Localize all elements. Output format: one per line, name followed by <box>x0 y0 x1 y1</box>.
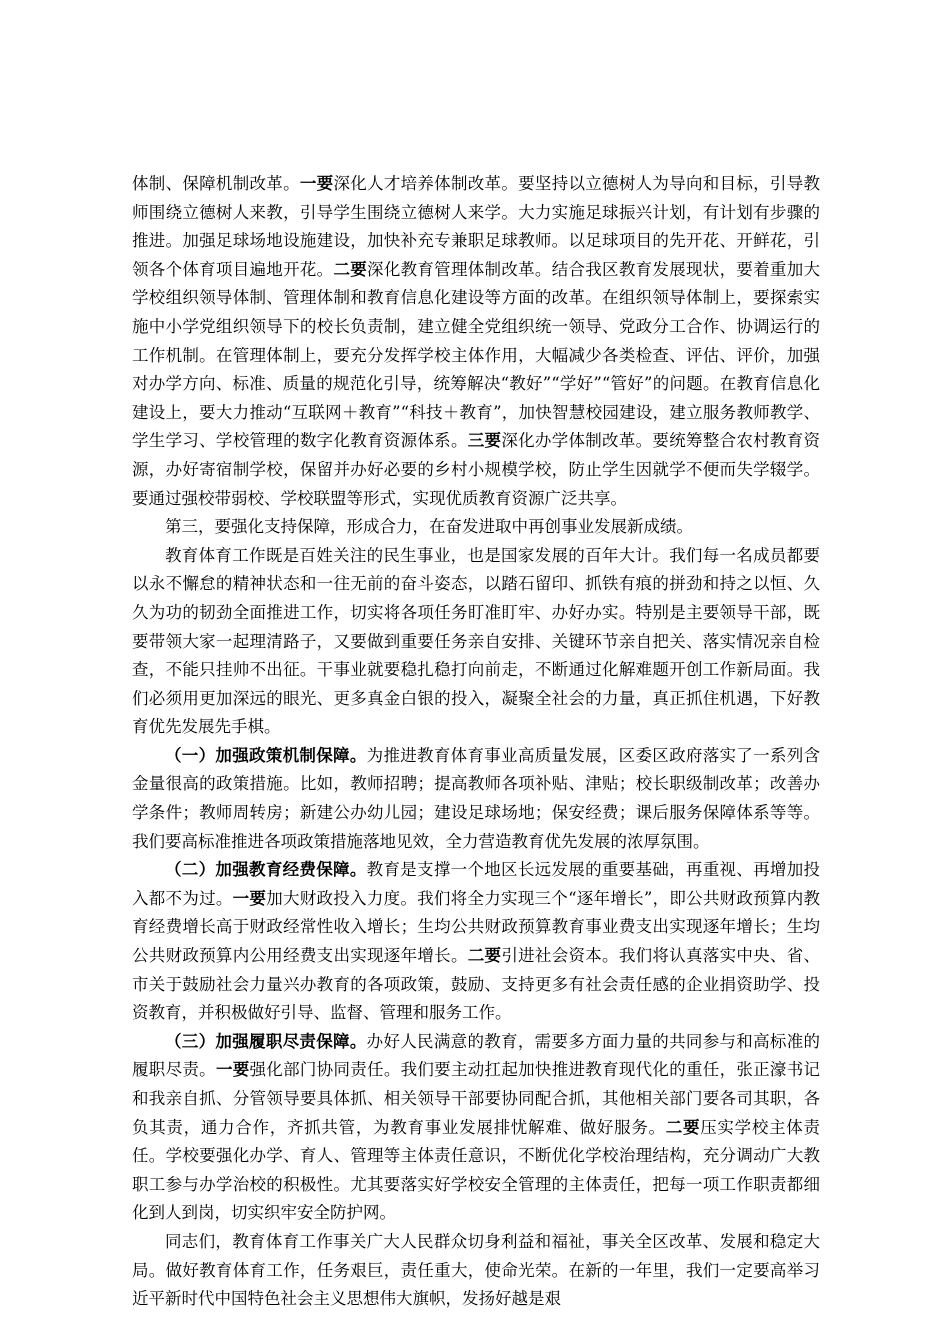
section-heading-run: （二）加强教育经费保障。 <box>165 860 367 880</box>
bold-run: 二要 <box>467 946 502 966</box>
bold-run: 三要 <box>467 431 502 451</box>
text-run: 加大财政投入力度。我们将全力实现三个“逐年增长”，即公共财政预算内教育经费增长高于财政经常性收入增长；生均公共财政预算教育事业费支出实现逐年增长；生均公共财政预算内公用经费支出实现逐年增长。 <box>132 888 821 966</box>
section-heading-run: （三）加强履职尽责保障。 <box>165 1031 367 1051</box>
text-run: 为推进教育体育事业高质量发展，区委区政府落实了一系列含金量很高的政策措施。比如，教师招聘；提高教师各项补贴、津贴；校长职级制改革；改善办学条件；教师周转房；新建公办幼儿园；建设足球场地；保安经费；课后服务保障体系等等。我们要高标准推进各项政策措施落地见效，全力营造教育优先发展的浓厚氛围。 <box>132 745 821 851</box>
bold-run: 一要 <box>299 174 334 193</box>
text-run: 教育体育工作既是百姓关注的民生事业，也是国家发展的百年大计。我们每一名成员都要以永不懈怠的精神状态和一往无前的奋斗姿态，以踏石留印、抓铁有痕的拼劲和持之以恒、久久为功的韧劲全面推进工作，切实将各项任务盯准盯牢、办好办实。特别是主要领导干部，既要带领大家一起理清路子，又要做到重要任务亲自安排、关键环节亲自把关、落实情况亲自检查，不能只挂帅不出征。干事业就要稳扎稳打向前走，不断通过化解难题开创工作新局面。我们必须用更加深远的眼光、更多真金白银的投入，凝聚全社会的力量，真正抓住机遇，下好教育优先发展先手棋。 <box>132 545 820 737</box>
paragraph-2 <box>132 513 820 542</box>
text-run: 同志们，教育体育工作事关广大人民群众切身利益和福祉，事关全区改革、发展和稳定大局。做好教育体育工作，任务艰巨，责任重大，使命光荣。在新的一年里，我们一定要高举习近平新时代中国特色社会主义思想伟大旗帜，发扬好越是艰 <box>132 1231 820 1309</box>
paragraph-4 <box>132 742 820 856</box>
text-run: 压实学校主体责任。学校要强化办学、育人、管理等主体责任意识，不断优化学校治理结构，充分调动广大教职工参与办学治校的积极性。尤其要落实好学校安全管理的主体责任，把每一项工作职责都细化到人到岗，切实织牢安全防护网。 <box>132 1117 821 1223</box>
text-run: 深化教育管理体制改革。结合我区教育发展现状，要着重加大学校组织领导体制、管理体制和教育信息化建设等方面的改革。在组织领导体制上，要探索实施中小学党组织领导下的校长负责制，建立健全党组织统一领导、党政分工合作、协调运行的工作机制。在管理体制上，要充分发挥学校主体作用，大幅减少各类检查、评估、评价，加强对办学方向、标准、质量的规范化引导，统筹解决“教好”“学好”“管好”的问题。在教育信息化建设上，要大力推动“互联网＋教育”“科技＋教育”，加快智慧校园建设，建立服务教师教学、学生学习、学校管理的数字化教育资源体系。 <box>132 259 821 451</box>
text-run: 深化办学体制改革。要统筹整合农村教育资源，办好寄宿制学校，保留并办好必要的乡村小规模学校，防止学生因就学不便而失学辍学。要通过强校带弱校、学校联盟等形式，实现优质教育资源广泛共享。 <box>132 431 821 508</box>
text-run: 办好人民满意的教育，需要多方面力量的共同参与和高标准的履职尽责。 <box>132 1031 821 1080</box>
bold-run: 一要 <box>215 1060 250 1080</box>
bold-run: 一要 <box>232 888 267 908</box>
paragraph-3 <box>132 542 820 742</box>
text-run: 体制、保障机制改革。 <box>132 174 300 193</box>
bold-run: 二要 <box>665 1117 701 1137</box>
text-run: 强化部门协同责任。我们要主动扛起加快推进教育现代化的重任，张正濠书记和我亲自抓、分管领导要具体抓、相关领导干部要协同配合抓，其他相关部门要各司其职，各负其责，通力合作，齐抓共管，为教育事业发展排忧解难、做好服务。 <box>132 1060 821 1137</box>
text-run: 引进社会资本。我们将认真落实中央、省、市关于鼓励社会力量兴办教育的各项政策，鼓励、支持更多有社会责任感的企业捐资助学、投资教育，并积极做好引导、监督、管理和服务工作。 <box>132 946 821 1023</box>
paragraph-5 <box>132 856 820 1028</box>
bold-run: 二要 <box>333 259 368 279</box>
text-run: 第三，要强化支持保障，形成合力，在奋发进取中再创事业发展新成绩。 <box>165 517 693 537</box>
text-run: 教育是支撑一个地区长远发展的重要基础，再重视、再增加投入都不为过。 <box>132 860 821 908</box>
paragraph-6 <box>132 1028 820 1228</box>
text-run: 深化人才培养体制改革。要坚持以立德树人为导向和目标，引导教师围绕立德树人来教，引导学生围绕立德树人来学。大力实施足球振兴计划，有计划有步骤的推进。加强足球场地设施建设，加快补充专兼职足球教师。以足球项目的先开花、开鲜花，引领各个体育项目遍地开花。 <box>132 174 821 279</box>
paragraph-1 <box>132 170 820 513</box>
section-heading-run: （一）加强政策机制保障。 <box>165 745 367 765</box>
document-body <box>132 170 820 1314</box>
paragraph-7 <box>132 1228 820 1314</box>
